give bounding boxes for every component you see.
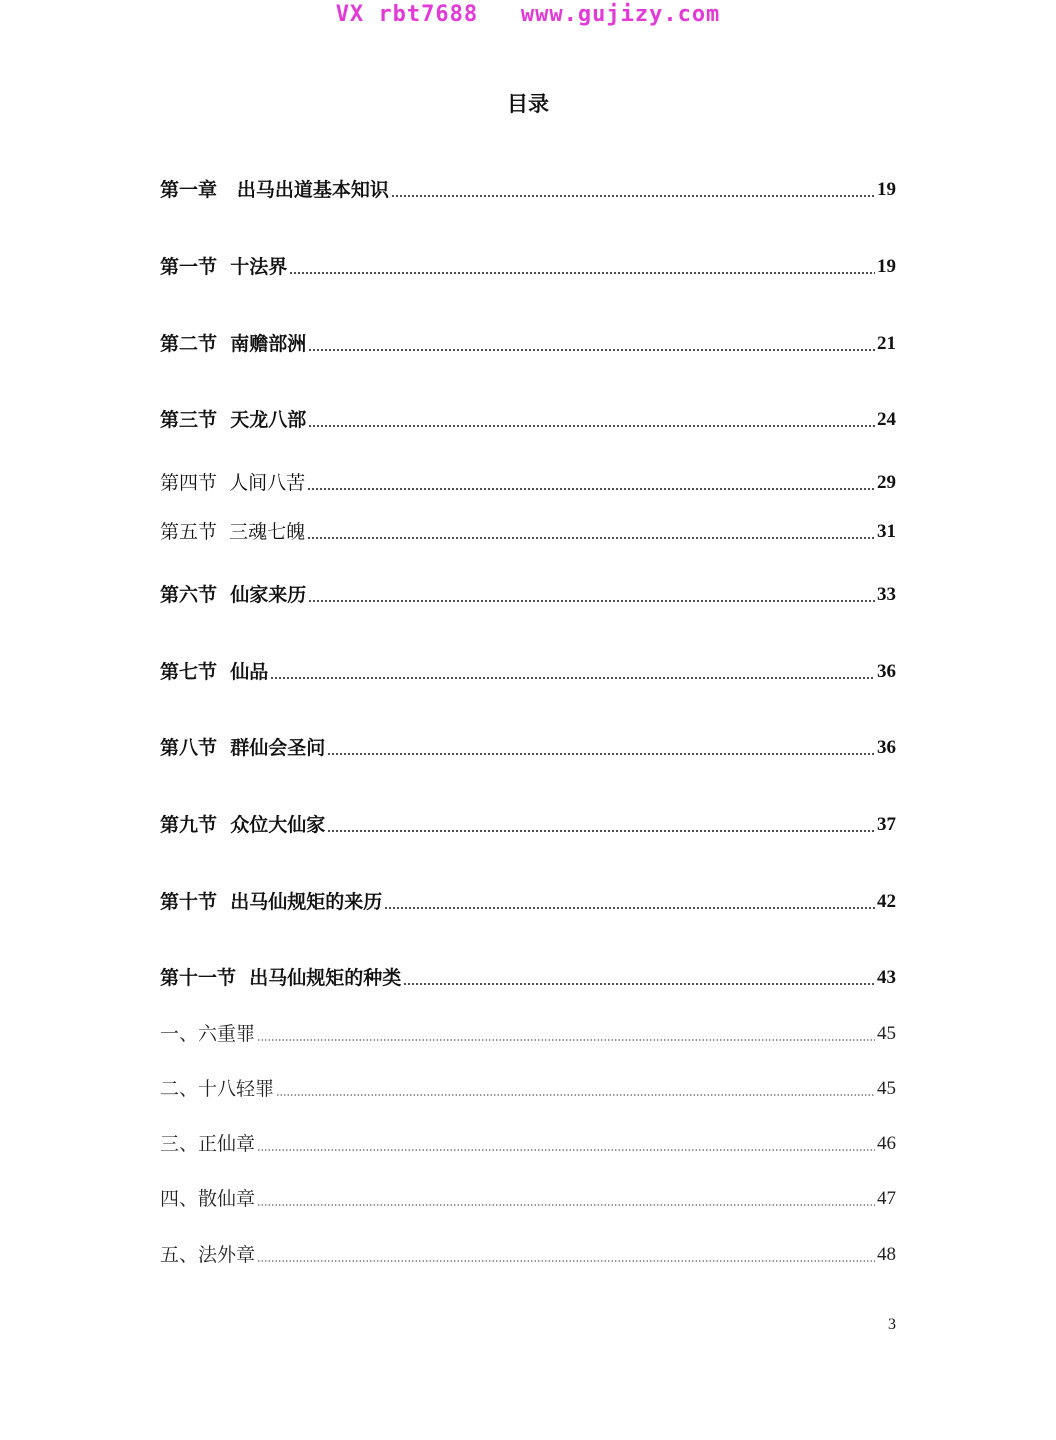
toc-entry[interactable]: [160, 514, 896, 544]
dot-leader: [327, 830, 875, 832]
page-number: 3: [888, 1316, 896, 1333]
toc-entry-label: 第八节 群仙会圣问: [160, 737, 326, 759]
toc-entry-label: 第二节 南赡部洲: [160, 333, 307, 355]
toc-entry-label: 一、六重罪: [160, 1023, 256, 1045]
dot-leader: [391, 195, 875, 197]
toc-entry-page: 21: [877, 333, 896, 354]
toc-entry-label: 二、十八轻罪: [160, 1078, 275, 1100]
toc-entry[interactable]: [160, 807, 896, 837]
dot-leader: [308, 600, 875, 602]
toc-entry-page: 45: [877, 1078, 896, 1099]
dot-leader: [257, 1039, 875, 1041]
toc-entry-label: 第十节 出马仙规矩的来历: [160, 891, 383, 913]
toc-entry-label: 第五节 三魂七魄: [160, 521, 306, 543]
toc-title: 目录: [507, 92, 549, 116]
toc-entry-page: 36: [877, 737, 896, 758]
toc-entry[interactable]: [160, 1071, 896, 1101]
dot-leader: [308, 349, 875, 351]
toc-entry-label: 第十一节 出马仙规矩的种类: [160, 967, 402, 989]
dot-leader: [276, 1094, 875, 1096]
toc-entry[interactable]: [160, 884, 896, 914]
toc-entry-page: 42: [877, 891, 896, 912]
toc-entry-label: 第四节 人间八苦: [160, 472, 306, 494]
toc-entry-page: 46: [877, 1133, 896, 1154]
toc-entry[interactable]: [160, 1126, 896, 1156]
dot-leader: [384, 907, 875, 909]
toc-entry-page: 24: [877, 409, 896, 430]
dot-leader: [308, 425, 875, 427]
toc-entry-page: 33: [877, 584, 896, 605]
toc-entry-page: 29: [877, 472, 896, 493]
toc-entry[interactable]: [160, 960, 896, 990]
toc-entry-label: 四、散仙章: [160, 1188, 256, 1210]
toc-entry[interactable]: [160, 654, 896, 684]
dot-leader: [270, 677, 875, 679]
toc-entry-page: 47: [877, 1188, 896, 1209]
toc-entry[interactable]: [160, 1237, 896, 1267]
toc-entry-page: 19: [877, 256, 896, 277]
toc-entry-label: 第六节 仙家来历: [160, 584, 307, 606]
dot-leader: [307, 537, 875, 539]
toc-entry[interactable]: [160, 1181, 896, 1211]
toc-entry-page: 43: [877, 967, 896, 988]
toc-entry-page: 45: [877, 1023, 896, 1044]
dot-leader: [257, 1204, 875, 1206]
toc-entry-label: 第九节 众位大仙家: [160, 814, 326, 836]
toc-entry[interactable]: [160, 465, 896, 495]
toc-entry-label: 第三节 天龙八部: [160, 409, 307, 431]
toc-entry[interactable]: [160, 326, 896, 356]
toc-entry-page: 37: [877, 814, 896, 835]
dot-leader: [289, 272, 875, 274]
toc-entry-page: 36: [877, 661, 896, 682]
dot-leader: [327, 753, 875, 755]
toc-entry[interactable]: [160, 172, 896, 202]
toc-entry-label: 第一章 出马出道基本知识: [160, 179, 389, 201]
toc-entry[interactable]: [160, 402, 896, 432]
toc-entry-label: 第一节 十法界: [160, 256, 288, 278]
toc-entry-page: 19: [877, 179, 896, 200]
toc-entry[interactable]: [160, 730, 896, 760]
toc-entry[interactable]: [160, 249, 896, 279]
dot-leader: [307, 488, 875, 490]
toc-entry[interactable]: [160, 577, 896, 607]
toc-entry-label: 第七节 仙品: [160, 661, 269, 683]
toc-entry[interactable]: [160, 1016, 896, 1046]
dot-leader: [257, 1149, 875, 1151]
dot-leader: [403, 983, 875, 985]
toc-entry-page: 31: [877, 521, 896, 542]
toc-entry-label: 五、法外章: [160, 1244, 256, 1266]
toc-entry-label: 三、正仙章: [160, 1133, 256, 1155]
dot-leader: [257, 1260, 875, 1262]
toc-entry-page: 48: [877, 1244, 896, 1265]
watermark-text: VX rbt7688 www.gujizy.com: [335, 2, 721, 27]
